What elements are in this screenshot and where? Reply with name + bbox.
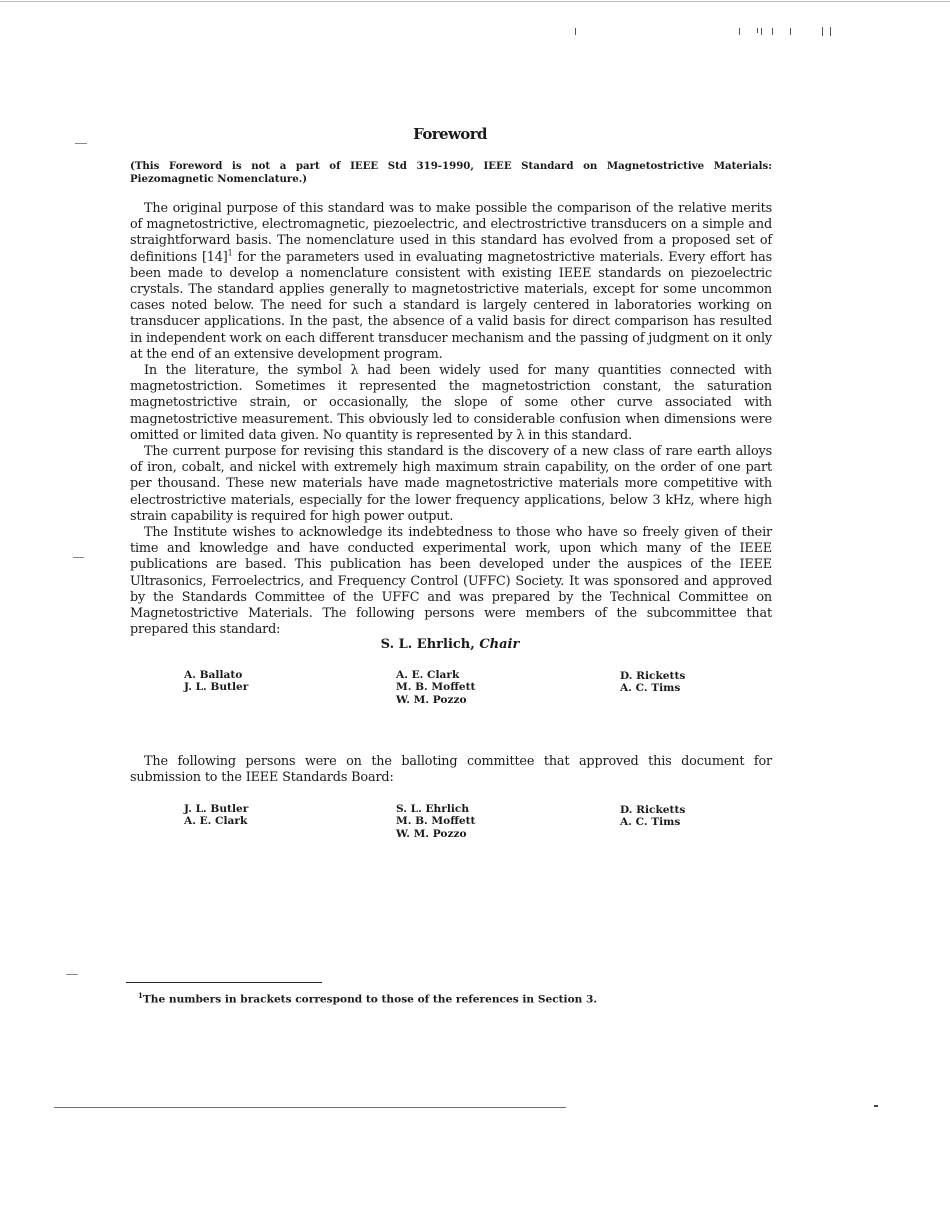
- paragraph-text: The original purpose of this standard was to make possible the comparison of the relative merits of magnetostrictive, electromagnetic, piezoelectric, and electrostrictive transducers on a simple and straightforward basis. The nomenclature used in this standard has evolved from a proposed set of definitions [14]: [130, 201, 772, 265]
- member-name: A. C. Tims: [620, 816, 681, 829]
- scan-mark: [822, 27, 823, 36]
- scan-mark: [761, 28, 762, 35]
- member-name: M. B. Moffett: [396, 681, 476, 694]
- foreword-body: [130, 201, 772, 638]
- margin-dash: [66, 974, 78, 975]
- margin-dash: [75, 143, 87, 144]
- paragraph: [130, 363, 772, 444]
- member-name: M. B. Moffett: [396, 815, 476, 828]
- member-name: A. Ballato: [184, 669, 243, 681]
- foreword-note: (This Foreword is not a part of IEEE Std 319-1990, IEEE Standard on Magnetostrictive Materials: Piezomagnetic Nomenclature.): [130, 160, 772, 185]
- paragraph-text: In the literature, the symbol λ had been widely used for many quantities connected with magnetostriction. Sometimes it represented the magnetostriction constant, the saturation magnetostrictive strain, or occasionally, the slope of some other curve associated with magnetostrictive measurement. This obviously led to considerable confusion when dimensions were omitted or limited data given. No quantity is represented by λ in this standard.: [130, 363, 772, 443]
- scan-mark: [739, 28, 740, 35]
- scan-mark: [772, 28, 773, 35]
- paragraph: [130, 201, 772, 363]
- paragraph-text: The current purpose for revising this standard is the discovery of a new class of rare earth alloys of iron, cobalt, and nickel with extremely high maximum strain capability, on the order of one part per thousand. These new materials have made magnetostrictive materials more competitive with electrostrictive materials, especially for the lower frequency applications, below 3 kHz, where high strain capability is required for high power output.: [130, 444, 772, 524]
- scan-dot: [874, 1105, 878, 1107]
- subcommittee-col-2: [396, 669, 475, 706]
- member-name: A. E. Clark: [396, 669, 460, 681]
- member-name: A. C. Tims: [620, 682, 681, 695]
- member-name: W. M. Pozzo: [396, 693, 467, 706]
- balloting-col-2: [396, 803, 475, 840]
- footnote: [138, 989, 778, 1007]
- subcommittee-col-1: [184, 669, 248, 694]
- balloting-col-1: [184, 803, 248, 828]
- balloting-col-3: [620, 804, 685, 829]
- member-name: S. L. Ehrlich: [396, 803, 470, 815]
- paragraph: [130, 444, 772, 525]
- paragraph-text: for the parameters used in evaluating magnetostrictive materials. Every effort has been made to develop a nomenclature consistent with existing IEEE standards on piezoelectric crystals. The standard applies generally to magnetostrictive materials, except for some uncommon cases noted below. The need for such a standard is largely centered in laboratories working on transducer applications. In the past, the absence of a valid basis for direct comparison has resulted in independent work on each different transducer mechanism and the passing of judgment on it only at the end of an extensive development program.: [130, 249, 772, 362]
- chair-name: S. L. Ehrlich,: [380, 637, 475, 652]
- footnote-ref: 1: [227, 248, 233, 258]
- balloting-intro: The following persons were on the balloting committee that approved this document for submission to the IEEE Standards Board:: [130, 754, 772, 786]
- scan-bottom-line: [54, 1107, 566, 1108]
- margin-dash: [73, 557, 84, 558]
- scan-mark: [757, 28, 758, 33]
- scan-mark: [575, 28, 576, 35]
- member-name: J. L. Butler: [184, 681, 249, 694]
- member-name: W. M. Pozzo: [396, 827, 467, 840]
- paragraph-text: The Institute wishes to acknowledge its indebtedness to those who have so freely given of their time and knowledge and have conducted experimental work, upon which many of the IEEE publications are based. This publication has been developed under the auspices of the IEEE Ultrasonics, Ferroelectrics, and Frequency Control (UFFC) Society. It was sponsored and approved by the Standards Committee of the UFFC and was prepared by the Technical Committee on Magnetostrictive Materials. The following persons were members of the subcommittee that prepared this standard:: [130, 525, 772, 638]
- member-name: J. L. Butler: [184, 803, 249, 815]
- paragraph: [130, 525, 772, 638]
- footnote-rule: [126, 982, 322, 983]
- footnote-text: The numbers in brackets correspond to those of the references in Section 3.: [142, 993, 598, 1006]
- subcommittee-chair: [0, 637, 900, 652]
- member-name: D. Ricketts: [620, 670, 686, 682]
- member-name: D. Ricketts: [620, 804, 686, 816]
- member-name: A. E. Clark: [184, 815, 248, 828]
- scan-mark: [790, 28, 791, 35]
- scan-edge-line: [0, 1, 950, 2]
- footnote-mark: 1: [138, 991, 143, 1000]
- chair-role: Chair: [479, 637, 520, 652]
- page-title: Foreword: [413, 125, 487, 143]
- scan-mark: [830, 27, 831, 36]
- subcommittee-col-3: [620, 670, 685, 695]
